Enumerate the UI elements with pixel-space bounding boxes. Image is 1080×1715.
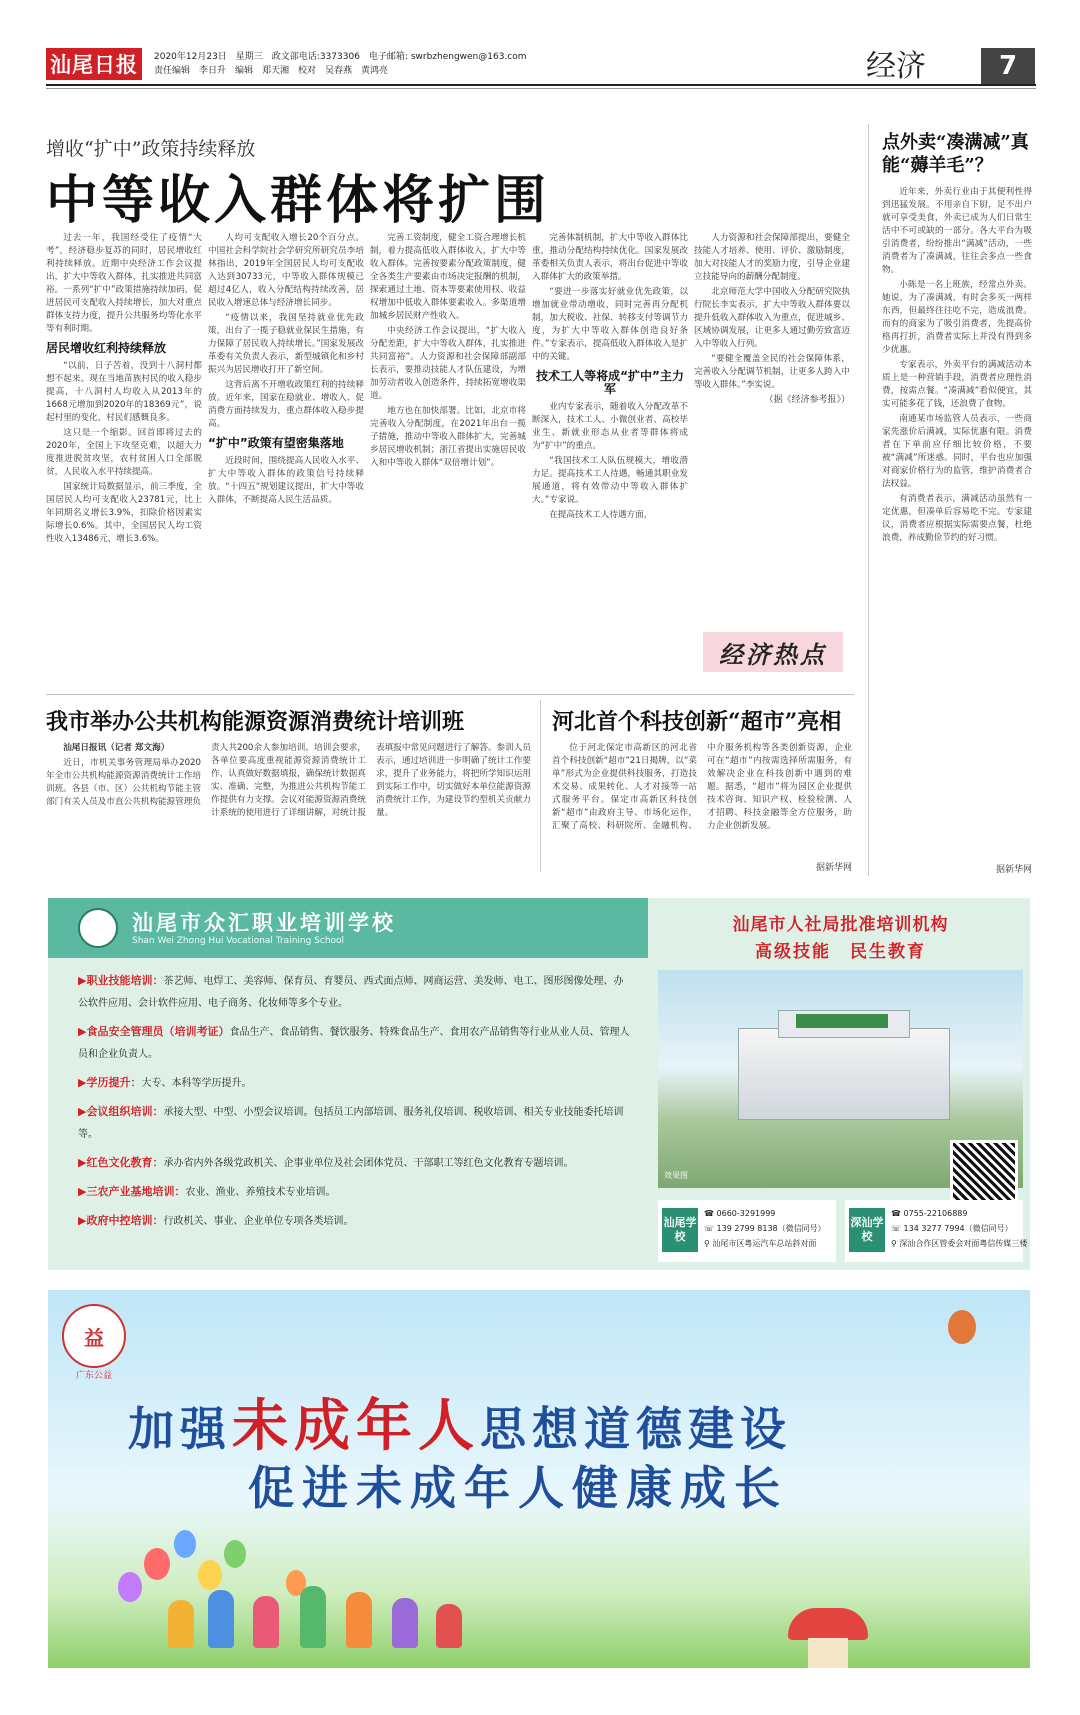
public-service-ad <box>48 1290 1030 1668</box>
main-story-column-3 <box>370 232 526 630</box>
main-story-column-4 <box>532 232 688 630</box>
course-text: 承接大型、中型、小型会议培训。包括员工内部培训、服务礼仪培训、税收培训、相关专业技能委托培训等。 <box>78 1107 624 1140</box>
child-figure <box>300 1586 326 1648</box>
issue-date-line: 2020年12月23日 星期三 政文部电话:3373306 电子邮箱: swrbzhengwen@163.com <box>154 52 527 62</box>
course-text: 食品生产、食品销售、餐饮服务、特殊食品生产、食用农产品销售等行业从业人员、管理人员和企业负责人。 <box>78 1027 630 1060</box>
paragraph: 位于河北保定市高新区的河北省首个科技创新“超市”21日揭牌，以“菜单”形式为企业提供科技服务，打造技术交易、成果转化、人才对接等一站式服务平台。保定市高新区科技创新“超市”由政府主导、市场化运作，汇聚了高校、科研院所、金融机构、中介服务机构等各类创新资源，企业可在“超市”内按需选择所需服务，有效解决企业在科技创新中遇到的难题。据悉，“超市”将为园区企业提供技术咨询、知识产权、检验检测、人才招聘、科技金融等全方位服务，助力企业创新发展。 <box>552 743 852 831</box>
child-figure <box>392 1598 418 1648</box>
slogan-part: 思想道德建设 <box>480 1402 792 1456</box>
subheading: 居民增收红利持续释放 <box>46 341 167 355</box>
course-label: ▶会议组织培训： <box>78 1105 164 1118</box>
address-text: ⚲ 深汕合作区管委会对面粤信传媒三楼 <box>891 1239 1028 1248</box>
masthead-rule <box>46 88 1036 89</box>
main-story-kicker: 增收“扩中”政策持续释放 <box>46 138 256 160</box>
paragraph: 近段时间，围绕提高人民收入水平、扩大中等收入群体的政策信号持续释放。“十四五”规划建议提出，扩大中等收入群体，不断提高人民生活品质。 <box>208 456 364 505</box>
campus-rendering-image <box>658 970 1023 1188</box>
mobile-text: ☏ 134 3277 7994（微信同号） <box>891 1224 1013 1233</box>
course-label: ▶红色文化教育： <box>78 1156 164 1169</box>
course-item <box>78 1072 633 1095</box>
paragraph: 近年来，外卖行业由于其便利性得到迅猛发展。不用亲自下厨，足不出户就可享受美食，外卖已成为人们日常生活中不可或缺的一部分。各大平台为吸引消费者，纷纷推出“满减”活动，一些消费者为了凑满减，往往会多点一些食物。 <box>882 187 1032 275</box>
paragraph: 南通某市场监管人员表示，一些商家先涨价后满减，实际优惠有限。消费者在下单前应仔细比较价格，不要被“满减”所迷惑。同时，平台也应加强对商家价格行为的监管，维护消费者合法权益。 <box>882 414 1032 489</box>
sidebar-credit: 据新华网 <box>995 865 1032 875</box>
public-welfare-badge-icon: 益 <box>62 1304 126 1368</box>
masthead <box>46 48 1036 86</box>
story3-body <box>552 742 852 860</box>
mobile-text: ☏ 139 2799 8138（微信同号） <box>704 1224 826 1233</box>
story3-credit: 据新华网 <box>815 863 852 873</box>
course-text: 行政机关、事业、企业单位专项各类培训。 <box>163 1216 354 1227</box>
building-shape <box>738 1028 950 1120</box>
ad-header-band <box>48 898 648 958</box>
main-story-headline: 中等收入群体将扩围 <box>46 170 551 231</box>
child-figure <box>208 1590 234 1648</box>
child-figure <box>168 1600 194 1648</box>
paragraph: 这只是一个缩影。回首即将过去的2020年，全国上下攻坚克难，以超大力度推进脱贫攻坚，农村贫困人口全部脱贫，人民收入水平持续提高。 <box>46 428 202 477</box>
phone-text: ☎ 0755-22106889 <box>891 1209 968 1218</box>
paragraph: 过去一年，我国经受住了疫情“大考”，经济稳步复苏的同时，居民增收红利持续释放。近期中央经济工作会议提出，扩大中等收入群体，扎实推进共同富裕。一系列“扩中”政策措施持续加码，促进居民可支配收入持续增长，加大对重点群体支持力度，提升公共服务均等化水平等有利时期。 <box>46 233 202 334</box>
course-item <box>78 1181 633 1204</box>
course-text: 承办省内外各级党政机关、企事业单位及社会团体党员、干部职工等红色文化教育专题培训。 <box>163 1158 574 1169</box>
story-divider <box>46 694 854 695</box>
sidebar-body <box>882 186 1032 856</box>
paragraph: “我国技术工人队伍规模大，增收潜力足。提高技术工人待遇，畅通其职业发展通道，将有效带动中等收入群体扩大。”专家说。 <box>532 456 688 505</box>
paragraph: 完善体制机制，扩大中等收入群体比重，推动分配结构持续优化。国家发展改革委相关负责人表示，将出台促进中等收入群体扩大的政策举措。 <box>532 233 688 282</box>
column-divider <box>868 124 869 876</box>
paragraph: “以前，日子苦着，没到十八洞村都想不起来。现在当地苗族村民的收入稳步提高，十八洞村人均收入从2013年的1668元增加到2020年的18369元”，说起村里的变化，村民们感慨良多。 <box>46 361 202 423</box>
course-item <box>78 1152 633 1175</box>
paragraph: “要健全覆盖全民的社会保障体系，完善收入分配调节机制，让更多人跨入中等收入群体。”李实说。 <box>694 354 850 390</box>
balloon-shape <box>174 1530 196 1558</box>
school-name: 汕尾市众汇职业培训学校 <box>132 910 396 935</box>
contact-tag: 深汕学校 <box>849 1208 885 1252</box>
child-figure <box>253 1596 279 1648</box>
story3-headline: 河北首个科技创新“超市”亮相 <box>552 709 842 735</box>
school-name-english: Shan Wei Zhong Hui Vocational Training School <box>132 936 345 946</box>
paragraph: 人力资源和社会保障部提出，要健全技能人才培养、使用、评价、激励制度，加大对技能人才的奖励力度，引导企业建立技能导向的薪酬分配制度。 <box>694 233 850 282</box>
image-caption: 效果图 <box>664 1171 688 1180</box>
course-text: 农业、渔业、养殖技术专业培训。 <box>185 1187 336 1198</box>
paragraph: 地方也在加快部署。比如，北京市将完善收入分配制度，在2021年出台一揽子措施，推动中等收入群体扩大，完善城乡居民增收机制；浙江省提出实施居民收入和中等收入群体“双倍增计划”。 <box>370 406 526 468</box>
paragraph: 近日，市机关事务管理局举办2020年全市公共机构能源资源消费统计工作培训班。各县（市、区）公共机构节能主管部门有关人员及市直公共机构能源管理负责人共200余人参加培训。培训会要求，各单位要高度重视能源资源消费统计工作，认真做好数据填报，确保统计数据真实、准确、完整，为推进公共机构节能工作提供有力支撑。会议对能源资源消费统计系统的使用进行了详细讲解，对统计报表填报中常见问题进行了解答。参训人员表示，通过培训进一步明确了统计工作要求，提升了业务能力，将把所学知识运用到实际工作中，切实做好本单位能源资源消费统计工作，为建设节约型机关贡献力量。 <box>46 743 531 818</box>
hot-air-balloon-shape <box>948 1310 976 1344</box>
main-story-column-1 <box>46 232 202 630</box>
building-roof-shape <box>796 1014 888 1028</box>
school-logo-icon <box>78 908 118 948</box>
paragraph: “要进一步落实好就业优先政策，以增加就业带动增收，同时完善再分配机制，加大税收、社保、转移支付等调节力度，为扩大中等收入群体创造良好条件。”专家表示，提高低收入群体收入是扩中的关键。 <box>532 287 688 362</box>
address-text: ⚲ 汕尾市区粤运汽车总站斜对面 <box>704 1239 817 1248</box>
main-story-column-5 <box>694 232 850 622</box>
main-story-column-2 <box>208 232 364 630</box>
paragraph: 完善工资制度，健全工资合理增长机制，着力提高低收入群体收入，扩大中等收入群体。完善按要素分配政策制度，健全各类生产要素由市场决定报酬的机制，探索通过土地、资本等要素使用权、收益权增加中低收入群体要素收入。多渠道增加城乡居民财产性收入。 <box>370 233 526 321</box>
slogan-part: 加强 <box>128 1402 232 1456</box>
issue-meta <box>154 50 527 78</box>
section-name: 经济 <box>866 49 926 84</box>
slogan-line-1 <box>128 1382 792 1462</box>
balloon-shape <box>144 1548 170 1580</box>
paragraph: 人均可支配收入增长20个百分点。中国社会科学院社会学研究所研究员李培林指出，2019年全国居民人均可支配收入达到30733元，中等收入群体规模已超过4亿人，收入分配结构持续改善，居民收入增速总体与经济增长同步。 <box>208 233 364 308</box>
course-item <box>78 1021 633 1066</box>
contact-card-shanwei <box>658 1200 836 1262</box>
slogan-text: 高级技能 民生教育 <box>755 942 926 962</box>
story2-headline: 我市举办公共机构能源资源消费统计培训班 <box>46 709 465 735</box>
qr-code-icon <box>950 1140 1018 1208</box>
course-label: ▶学历提升： <box>78 1076 142 1089</box>
sidebar-headline: 点外卖“凑满减”真能“薅羊毛”？ <box>882 132 1029 176</box>
course-label: ▶食品安全管理员（培训考证） <box>78 1025 230 1038</box>
contact-card-shenshan <box>845 1200 1028 1262</box>
source-credit: （据《经济参考报》） <box>764 395 850 405</box>
child-figure <box>436 1604 462 1648</box>
story2-body <box>46 742 531 872</box>
balloon-shape <box>224 1540 246 1568</box>
paragraph: 有消费者表示，满减活动虽然有一定优惠，但凑单后容易吃不完。专家建议，消费者应根据实际需要点餐，杜绝浪费，养成勤俭节约的好习惯。 <box>882 494 1032 543</box>
contact-lines <box>891 1206 1027 1251</box>
page-number: 7 <box>981 48 1035 84</box>
subheading: “扩中”政策有望密集落地 <box>208 436 344 450</box>
ad-right-panel <box>658 910 1028 1262</box>
course-label: ▶三农产业基地培训： <box>78 1185 186 1198</box>
column-divider <box>540 700 541 872</box>
paragraph: 专家表示，外卖平台的满减活动本质上是一种营销手段，消费者应理性消费，按需点餐。“凑满减”看似便宜，其实可能多花了钱，还浪费了食物。 <box>882 360 1032 409</box>
story2-byline: 汕尾日报讯（记者 郑文海） <box>63 743 170 753</box>
course-item <box>78 970 633 1015</box>
paragraph: “疫情以来，我国坚持就业优先政策，出台了一揽子稳就业保民生措施，有力保障了居民收入持续增长。”国家发展改革委有关负责人表示，新型城镇化和乡村振兴为居民增收打开了新空间。 <box>208 313 364 375</box>
contact-tag: 汕尾学校 <box>662 1208 698 1252</box>
paragraph: 国家统计局数据显示，前三季度，全国居民人均可支配收入23781元，比上年同期名义增长3.9%，扣除价格因素实际增长0.6%。其中，全国居民人均工资性收入13486元，增长3.6%。 <box>46 482 202 544</box>
editors-line: 责任编辑 李日升 编辑 郑天湘 校对 吴春燕 黄鸿亮 <box>154 66 389 76</box>
course-label: ▶职业技能培训： <box>78 974 164 987</box>
section-tag-economy-hot: 经济热点 <box>703 632 843 672</box>
course-list <box>78 970 633 1239</box>
training-school-ad <box>48 898 1030 1270</box>
paragraph: 业内专家表示，随着收入分配改革不断深入，技术工人、小微创业者、高校毕业生、新就业形态从业者等群体将成为“扩中”的重点。 <box>532 402 688 451</box>
paragraph: 这背后离不开增收政策红利的持续释放。近年来，国家在稳就业、增收入、促消费方面持续发力，重点群体收入稳步提高。 <box>208 380 364 429</box>
course-item <box>78 1210 633 1233</box>
mushroom-house-shape <box>778 1608 878 1668</box>
balloon-shape <box>118 1572 142 1602</box>
course-label: ▶政府中控培训： <box>78 1214 164 1227</box>
paragraph: 中央经济工作会议提出，“扩大收入分配差距，扩大中等收入群体，扎实推进共同富裕”。人力资源和社会保障部副部长表示，要推动技能人才队伍建设，为增加劳动者收入创造条件，持续拓宽增收渠道。 <box>370 326 526 401</box>
approval-text: 汕尾市人社局批准培训机构 <box>732 915 949 935</box>
newspaper-logo: 汕尾日报 <box>46 48 142 80</box>
course-item <box>78 1101 633 1146</box>
balloon-shape <box>198 1560 222 1590</box>
phone-text: ☎ 0660-3291999 <box>704 1209 776 1218</box>
paragraph: 小陈是一名上班族，经常点外卖。她说，为了凑满减，有时会多买一两样东西，但最终往往吃不完，造成浪费。而有的商家为了吸引消费者，先提高价格再打折，消费者实际上并没有得到多少优惠。 <box>882 280 1032 355</box>
slogan-line-2: 促进未成年人健康成长 <box>248 1461 788 1515</box>
contact-lines <box>704 1206 826 1251</box>
child-figure <box>346 1592 372 1648</box>
course-text: 茶艺师、电焊工、美容师、保育员、育婴员、西式面点师、网商运营、美发师、电工、图形图像处理、办公软件应用、会计软件应用、电子商务、化妆师等多个专业。 <box>78 976 624 1009</box>
subheading: 技术工人等将成“扩中”主力军 <box>536 369 684 396</box>
badge-caption: 广东公益 <box>75 1371 112 1381</box>
slogan-highlight: 未成年人 <box>232 1394 480 1459</box>
paragraph: 北京师范大学中国收入分配研究院执行院长李实表示，扩大中等收入群体要以提升低收入群体收入为重点，促进城乡、区域协调发展，让更多人通过勤劳致富迈入中等收入行列。 <box>694 287 850 349</box>
paragraph: 在提高技术工人待遇方面， <box>549 510 653 520</box>
course-text: 大专、本科等学历提升。 <box>141 1078 252 1089</box>
